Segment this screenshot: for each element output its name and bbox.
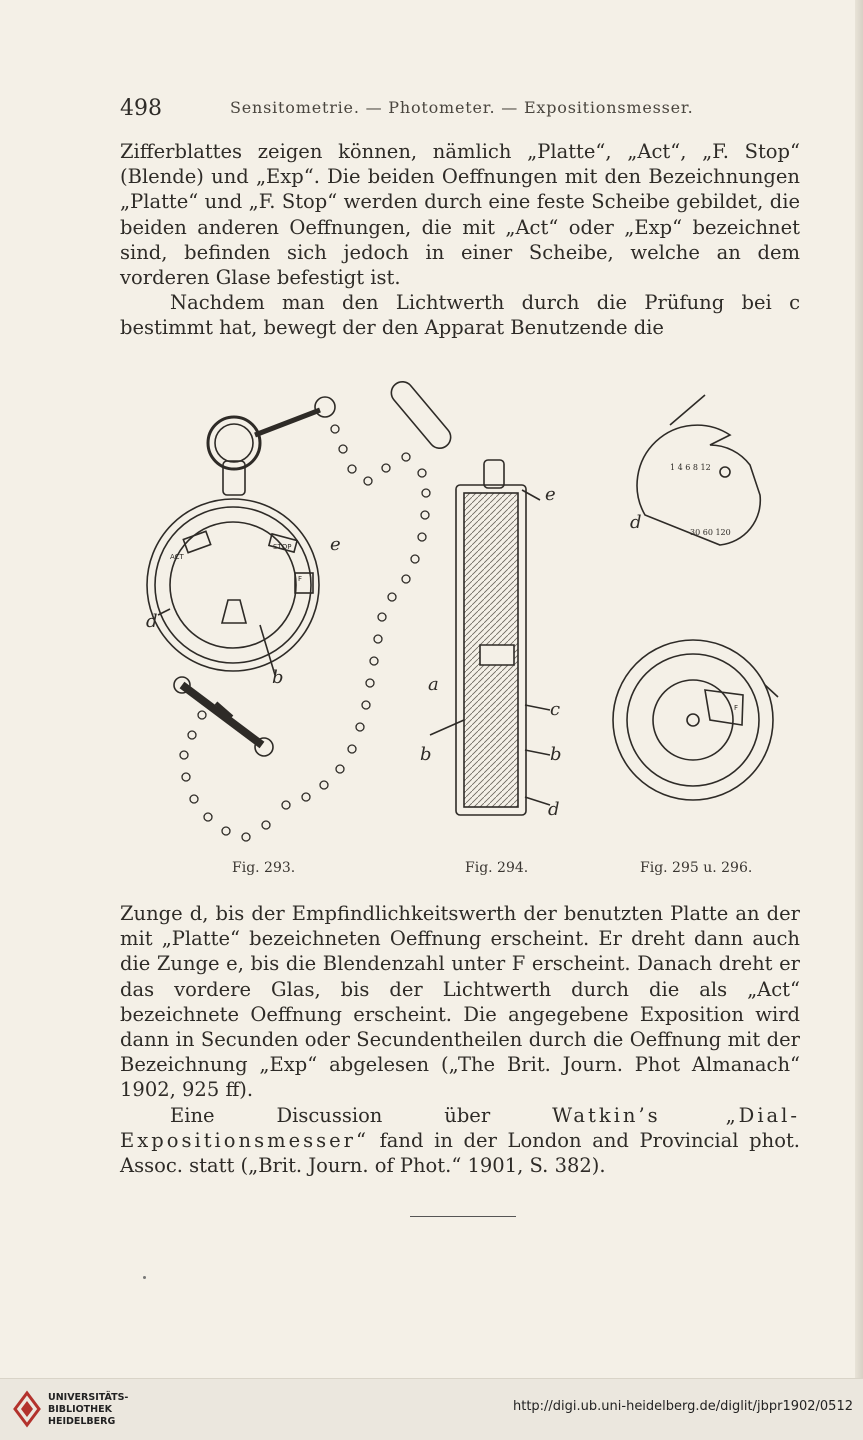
label-b: b [550,744,562,765]
text-block-bottom [120,901,800,1178]
page-header [120,96,820,126]
label-d: d [630,512,642,533]
page-edge-shadow [855,0,863,1378]
label-stop: STOP [273,543,292,551]
caption-fig-294: Fig. 294. [465,860,529,876]
running-title: Sensitometrie. — Photometer. — Expositionsmesser. [230,98,694,117]
page-speck [143,1276,146,1279]
closing-rule [410,1216,516,1217]
text-block-top [120,139,800,341]
fig-294-drawing [387,377,550,815]
paragraph: Nachdem man den Lichtwerth durch die Prüfung bei c bestimmt hat, bewegt der den Apparat Benutzende die [120,291,800,340]
label-d: d [146,611,158,632]
paragraph: Zifferblattes zeigen können, nämlich „Platte“, „Act“, „F. Stop“ (Blende) und „Exp“. Die beiden Oeffnungen mit den Bezeichnungen „Platte“ und „F. Stop“ werden durch eine feste Scheibe gebildet, die beiden anderen Oeffnungen, die mit „Act“ oder „Exp“ bezeichnet sind, befinden sich jedoch in einer Scheibe, welche an dem vorderen Glase befestigt ist. [120,140,800,290]
paragraph [120,1103,800,1179]
label-act: ACT [170,553,184,561]
library-line: UNIVERSITÄTS- [48,1392,129,1403]
svg-text:30 60 120: 30 60 120 [690,528,731,537]
label-f: F [734,704,739,712]
label-f: F [298,575,303,583]
spaced-title: Watkin’s „Dial-Expositionsmesser“ [120,1103,801,1152]
label-b: b [420,744,432,765]
paragraph-text: fand in der London and Provincial phot. Assoc. statt („Brit. Journ. of Phot.“ 1901, S. 382). [120,1128,800,1178]
label-e: e [545,484,556,505]
paragraph [120,901,800,1103]
label-d: d [548,799,560,820]
paragraph-text: Zunge d, bis der Empfindlichkeitswerth der benutzten Platte an der mit „Platte“ bezeichneten Oeffnung erscheint. Er dreht dann auch die Zunge e, bis die Blendenzahl unter F erscheint. Danach dreht er das vordere Glas, bis der Lichtwerth durch die als „Act“ bezeichnete Oeffnung erscheint. Die angegebene Exposition wird dann in Secunden oder Secundentheilen durch die Oeffnung mit der Bezeichnung „Exp“ abgelesen („The Brit. Journ. Phot Almanach“ 1902, 925 ff). [120,902,800,1102]
fig-295-drawing [637,395,760,545]
library-line: HEIDELBERG [48,1416,116,1427]
paragraph-text: Eine Discussion über [170,1103,553,1127]
fig-293-drawing [147,397,430,841]
library-footer [0,1378,863,1440]
svg-text:1 4 6 8 12: 1 4 6 8 12 [670,463,711,472]
label-b: b [272,667,284,688]
caption-fig-295-296: Fig. 295 u. 296. [640,860,753,876]
fig-296-drawing [613,640,778,800]
page-number: 498 [120,96,162,121]
label-e: e [330,534,341,555]
university-library-logo-icon [12,1389,42,1429]
caption-fig-293: Fig. 293. [232,860,296,876]
figure-293-296 [130,365,810,885]
label-a: a [428,674,439,695]
permalink-url[interactable]: http://digi.ub.uni-heidelberg.de/diglit/jbpr1902/0512 [512,1399,853,1414]
figure-illustration [130,365,810,885]
library-name [48,1392,128,1428]
label-c: c [550,699,561,720]
library-line: BIBLIOTHEK [48,1404,112,1415]
